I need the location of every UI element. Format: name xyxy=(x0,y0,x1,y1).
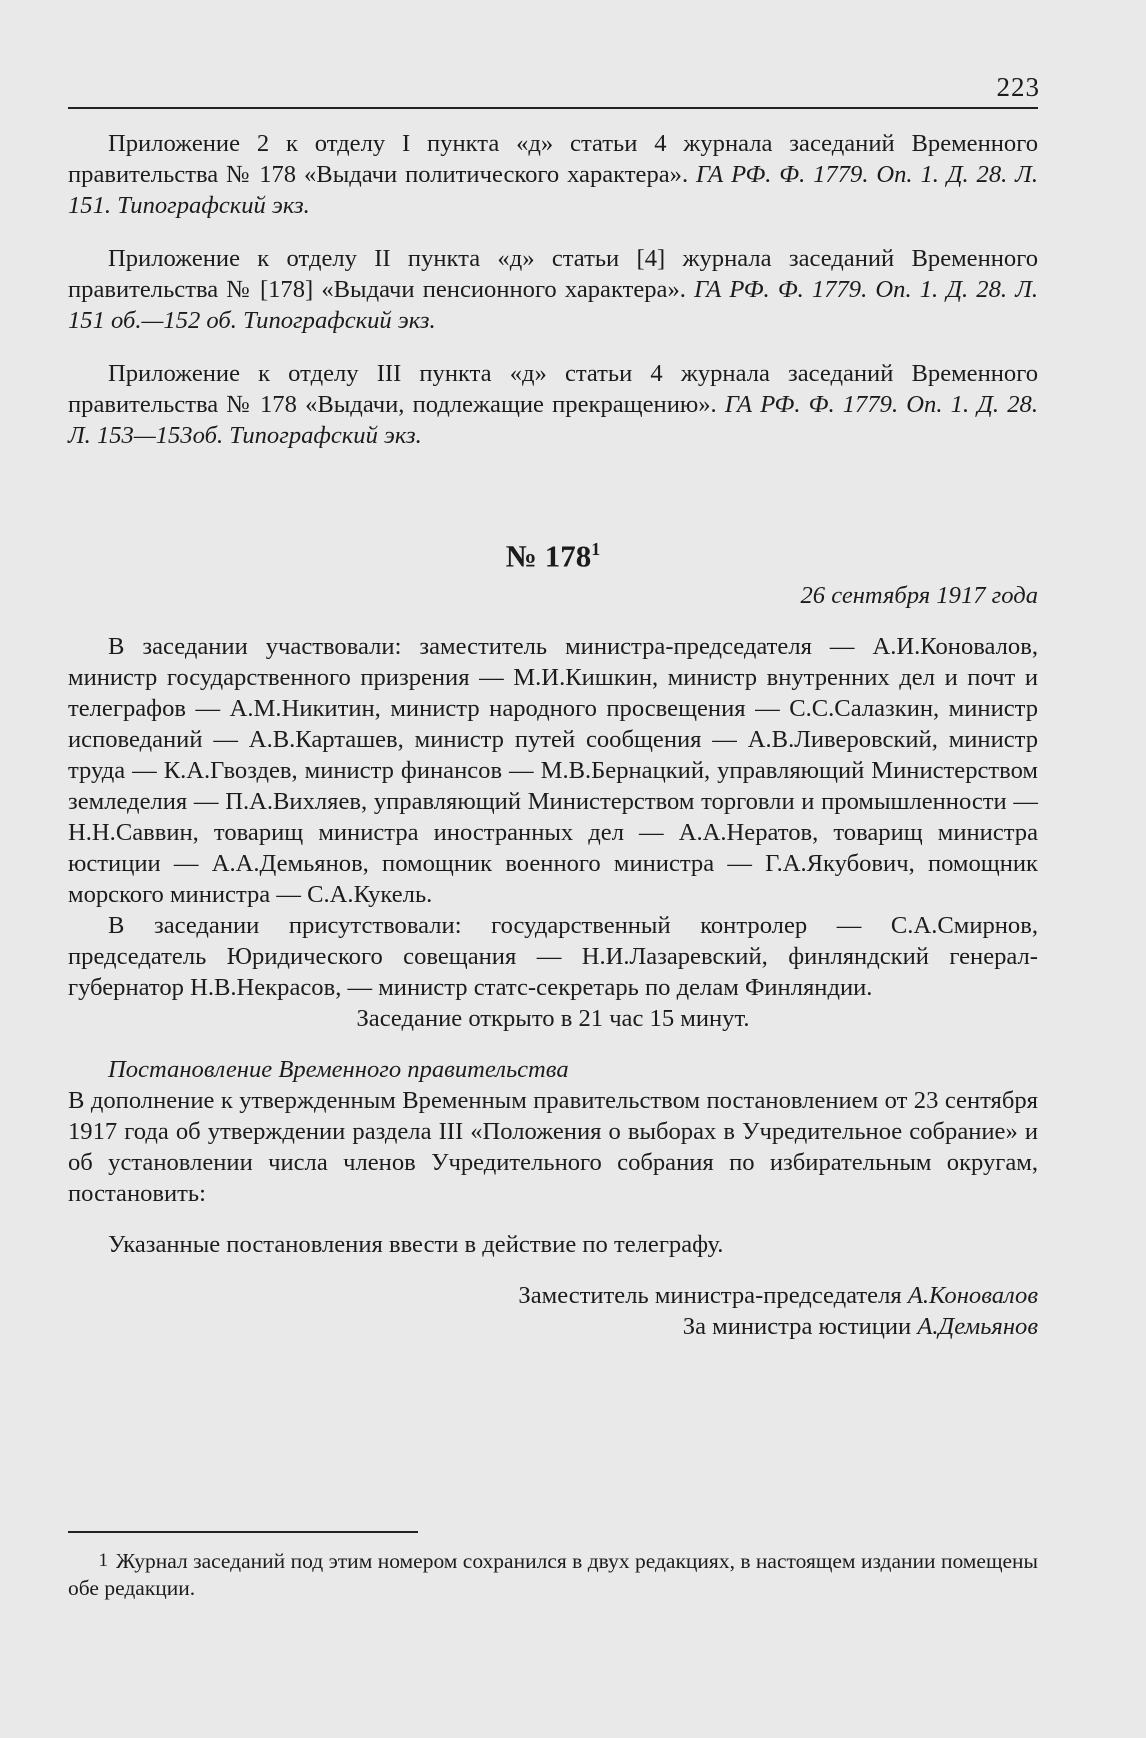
session-opened: Заседание открыто в 21 час 15 минут. xyxy=(356,1005,750,1033)
page-content xyxy=(68,128,1038,1342)
signature-2 xyxy=(68,1311,1038,1342)
page-number: 223 xyxy=(996,72,1040,102)
appendix-2-source: ГА РФ. Ф. 1779. Оп. 1. Д. 28. Л. 151 об.—152 об. Типографский экз. xyxy=(68,276,1038,334)
appendix-3 xyxy=(68,358,1038,451)
header-rule xyxy=(68,107,1038,109)
appendix-3-text: Приложение к отделу III пункта «д» статьи 4 журнала заседаний Временного правительства № 178 «Выдачи, подлежащие прекращению». xyxy=(68,360,1038,418)
appendix-1-source: ГА РФ. Ф. 1779. Оп. 1. Д. 28. Л. 151. Типографский экз. xyxy=(68,161,1038,219)
document-date: 26 сентября 1917 года xyxy=(800,582,1038,610)
signature-1-name: А.Коновалов xyxy=(907,1282,1038,1310)
footnote-text: Журнал заседаний под этим номером сохранился в двух редакциях, в настоящем издании помещены обе редакции. xyxy=(68,1549,1038,1600)
document-number-text: № 178 xyxy=(505,538,592,574)
participants-paragraph: В заседании участвовали: заместитель министра-председателя — А.И.Коновалов, министр государственного призрения — М.И.Кишкин, министр внутренних дел и почт и телеграфов — А.М.Никитин, министр народного просвещения — С.С.Салазкин, министр исповеданий — А.В.Карташев, министр путей сообщения — А.В.Ливеровский, министр труда — К.А.Гвоздев, министр финансов — М.В.Бернацкий, управляющий Министерством земледелия — П.А.Вихляев, управляющий Министерством торговли и промышленности — Н.Н.Саввин, товарищ министра иностранных дел — А.А.Нератов, товарищ министра юстиции — А.А.Демьянов, помощник военного министра — Г.А.Якубович, помощник морского министра — С.А.Кукель. xyxy=(68,633,1038,909)
footnote-rule xyxy=(68,1531,418,1533)
appendix-1 xyxy=(68,128,1038,221)
resolution-order: Указанные постановления ввести в действие по телеграфу. xyxy=(108,1231,724,1259)
footnote-mark: 1 xyxy=(98,1550,108,1571)
appendix-3-source: ГА РФ. Ф. 1779. Оп. 1. Д. 28. Л. 153—153об. Типографский экз. xyxy=(68,391,1038,449)
resolution-text: В дополнение к утвержденным Временным правительством постановлением от 23 сентября 1917 года об утверждении раздела III «Положения о выборах в Учредительное собрание» и об установлении числа членов Учредительного собрания по избирательным округам, постановить: xyxy=(68,1087,1038,1208)
document-number xyxy=(68,531,1038,574)
appendix-2-text: Приложение к отделу II пункта «д» статьи [4] журнала заседаний Временного правительства № [178] «Выдачи пенсионного характера». xyxy=(68,245,1038,303)
signature-2-name: А.Демьянов xyxy=(917,1313,1038,1341)
signature-1-title: Заместитель министра-председателя xyxy=(518,1282,908,1310)
appendix-1-text: Приложение 2 к отделу I пункта «д» статьи 4 журнала заседаний Временного правительства № 178 «Выдачи политического характера». xyxy=(68,130,1038,188)
signature-2-title: За министра юстиции xyxy=(682,1313,918,1341)
appendix-2 xyxy=(68,243,1038,336)
resolution-heading: Постановление Временного правительства xyxy=(108,1056,569,1084)
signature-1 xyxy=(68,1280,1038,1311)
footnote-reference: 1 xyxy=(591,539,601,559)
footnote xyxy=(68,1547,1038,1602)
attendees-paragraph: В заседании присутствовали: государственный контролер — С.А.Смирнов, председатель Юридического совещания — Н.И.Лазаревский, финляндский генерал-губернатор Н.В.Некрасов, — министр статс-секретарь по делам Финляндии. xyxy=(68,912,1038,1002)
